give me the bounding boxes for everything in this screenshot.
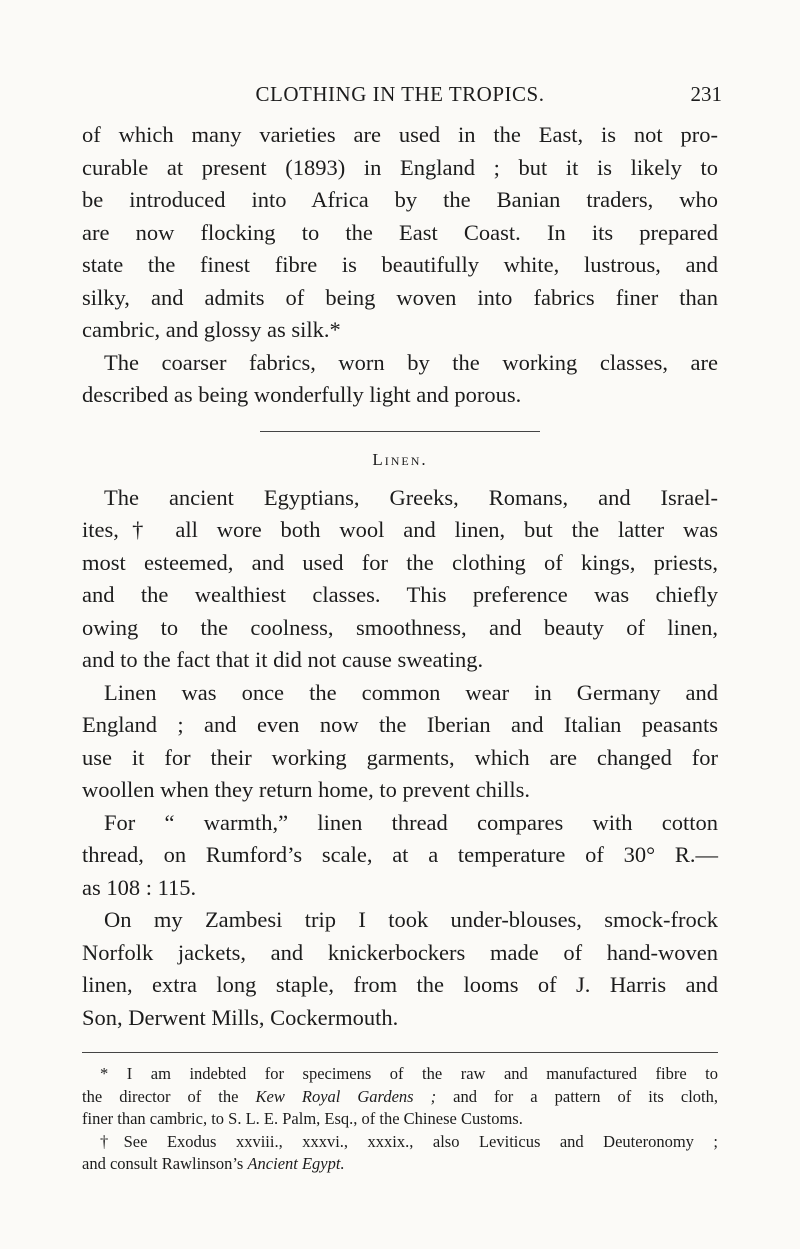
paragraph-ancient bbox=[82, 482, 718, 677]
running-head bbox=[0, 82, 800, 112]
footnote-italic: Ancient Egypt. bbox=[247, 1154, 345, 1173]
text-line: Linen was once the common wear in Germany and bbox=[104, 679, 718, 705]
text-line: and the wealthiest classes. This preference was chiefly bbox=[82, 582, 718, 607]
body-text bbox=[82, 119, 718, 1176]
footnote-dagger bbox=[82, 1131, 718, 1176]
text-line: Norfolk jackets, and knickerbockers made of hand-woven bbox=[82, 939, 718, 965]
footnote-text: the director of the bbox=[82, 1086, 256, 1106]
text-line: are now flocking to the East Coast. In its prepared bbox=[82, 219, 718, 245]
text-line: Son, Derwent Mills, Cockermouth. bbox=[82, 1004, 399, 1030]
footnote-asterisk bbox=[82, 1063, 718, 1131]
text-line: and to the fact that it did not cause sweating. bbox=[82, 647, 484, 672]
footnote-line: †See Exodus xxviii., xxxvi., xxxix., also Leviticus and Deuteronomy ; bbox=[100, 1131, 718, 1151]
text-line: use it for their working garments, which are changed for bbox=[82, 744, 718, 770]
footnote-rule bbox=[82, 1052, 718, 1053]
text-line: The ancient Egyptians, Greeks, Romans, and Israel- bbox=[104, 484, 718, 510]
text-line: of which many varieties are used in the East, is not pro- bbox=[82, 122, 718, 147]
footnotes bbox=[82, 1063, 718, 1176]
text-line: as 108 : 115. bbox=[82, 874, 197, 900]
text-line: most esteemed, and used for the clothing of kings, priests, bbox=[82, 549, 718, 575]
text-line: On my Zambesi trip I took under-blouses, smock-frock bbox=[104, 907, 718, 932]
text-line: silky, and admits of being woven into fabrics finer than bbox=[82, 284, 718, 310]
text-line: curable at present (1893) in England ; but it is likely to bbox=[82, 154, 718, 180]
footnote-line bbox=[82, 1086, 718, 1109]
section-divider bbox=[260, 431, 540, 432]
text-line: linen, extra long staple, from the looms of J. Harris and bbox=[82, 972, 718, 997]
footnote-text: and for a pattern of its cloth, bbox=[436, 1086, 718, 1106]
text-line: described as being wonderfully light and porous. bbox=[82, 382, 522, 407]
footnote-line bbox=[82, 1153, 718, 1176]
text-line: The coarser fabrics, worn by the working classes, are bbox=[104, 349, 718, 375]
page-number: 231 bbox=[690, 82, 722, 106]
section-heading-linen: Linen. bbox=[372, 449, 428, 469]
paragraph-zambesi bbox=[82, 904, 718, 1034]
running-title: CLOTHING IN THE TROPICS. bbox=[255, 82, 545, 106]
text-line: thread, on Rumford’s scale, at a temperature of 30° R.— bbox=[82, 842, 718, 867]
text-line: be introduced into Africa by the Banian traders, who bbox=[82, 187, 718, 212]
footnote-line: finer than cambric, to S. L. E. Palm, Esq., of the Chinese Customs. bbox=[82, 1109, 523, 1128]
text-line: England ; and even now the Iberian and Italian peasants bbox=[82, 712, 718, 737]
text-line: For “ warmth,” linen thread compares with cotton bbox=[104, 809, 718, 835]
paragraph-coarser-fabrics bbox=[82, 347, 718, 412]
text-line: ites,† all wore both wool and linen, but the latter was bbox=[82, 517, 718, 542]
text-line: owing to the coolness, smoothness, and beauty of linen, bbox=[82, 614, 718, 640]
footnote-line: * I am indebted for specimens of the raw and manufactured fibre to bbox=[100, 1064, 718, 1083]
text-line: woollen when they return home, to prevent chills. bbox=[82, 777, 531, 802]
text-line: state the finest fibre is beautifully white, lustrous, and bbox=[82, 252, 718, 277]
paragraph-warmth bbox=[82, 807, 718, 905]
footnote-text: and consult Rawlinson’s bbox=[82, 1154, 248, 1173]
paragraph-cont bbox=[82, 119, 718, 347]
footnote-italic: Kew Royal Gardens ; bbox=[255, 1086, 437, 1106]
paragraph-common-wear bbox=[82, 677, 718, 807]
text-line: cambric, and glossy as silk.* bbox=[82, 317, 341, 342]
